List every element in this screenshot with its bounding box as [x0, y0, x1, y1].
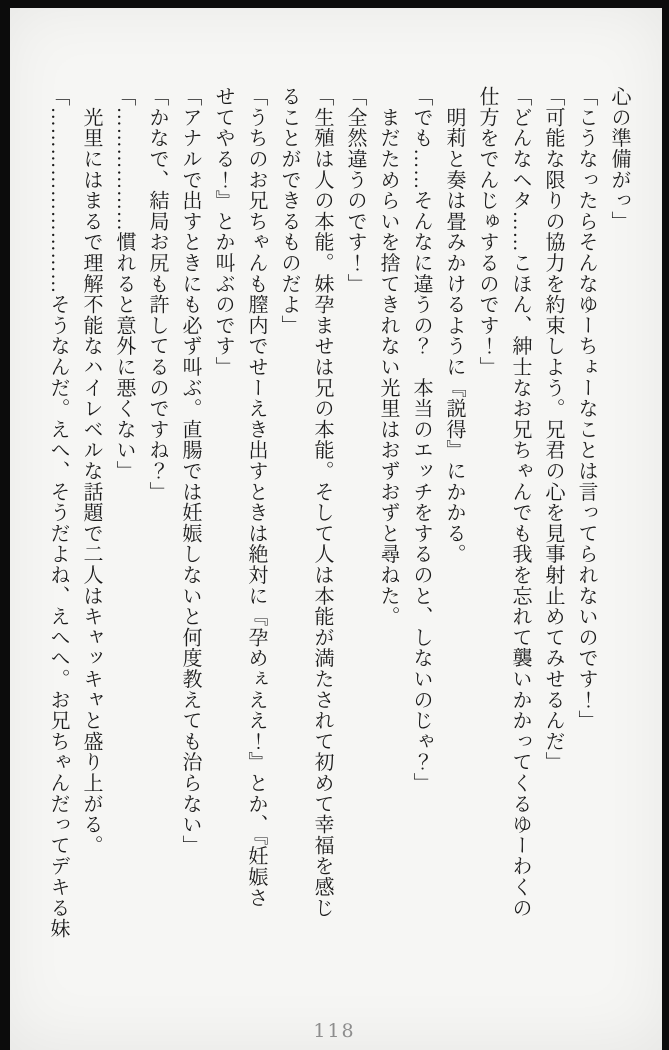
text-column: 「うちのお兄ちゃんも膣内でせーえき出すときは絶対に『孕めぇええ！』とか、『妊娠さ: [245, 86, 267, 908]
text-column: 「かなで、結局お尻も許してるのですね？」: [146, 86, 168, 502]
page-border-left: [0, 0, 10, 1050]
text-column: 「アナルで出すときにも必ず叫ぶ。直腸では妊娠しないと何度教えても治らない」: [179, 86, 201, 856]
text-column: 「可能な限りの協力を約束しよう。兄君の心を見事射止めてみせるんだ」: [542, 86, 564, 773]
vertical-text-area: [39, 86, 635, 971]
text-column: 「………………………そうなんだ。えへ、そうだよね、えへへ。お兄ちゃんだってデキる妹: [47, 86, 69, 939]
text-column: 「………………慣れると意外に悪くない」: [113, 86, 135, 482]
page-border-top: [0, 0, 669, 8]
page-border-right: [662, 0, 669, 1050]
text-column: まだためらいを捨てきれない光里はおずおずと尋ねた。: [377, 86, 399, 627]
text-column: 明莉と奏は畳みかけるように『説得』にかかる。: [443, 86, 465, 565]
text-column: 「こうなったらそんなゆーちょーなことは言ってられないのです！」: [575, 86, 597, 731]
text-column: せてやる！』とか叫ぶのです」: [212, 86, 234, 378]
text-column: 「全然違うのです！」: [344, 86, 366, 294]
text-column: 「生殖は人の本能。妹孕ませは兄の本能。そして人は本能が満たされて初めて幸福を感じ: [311, 86, 333, 918]
text-column: 仕方をでんじゅするのです！」: [476, 86, 498, 378]
text-column: 「どんなヘタ……こほん、紳士なお兄ちゃんでも我を忘れて襲いかかってくるゆーわくの: [509, 86, 531, 918]
text-column: ることができるものだよ」: [278, 86, 300, 336]
page-number: 118: [313, 1020, 356, 1042]
text-column: 「でも……そんなに違うの？ 本当のエッチをするのと、しないのじゃ？」: [410, 86, 432, 794]
text-column: 心の準備がっ」: [608, 86, 630, 232]
text-column: 光里にはまるで理解不能なハイレベルな話題で二人はキャッキャと盛り上がる。: [80, 86, 102, 856]
